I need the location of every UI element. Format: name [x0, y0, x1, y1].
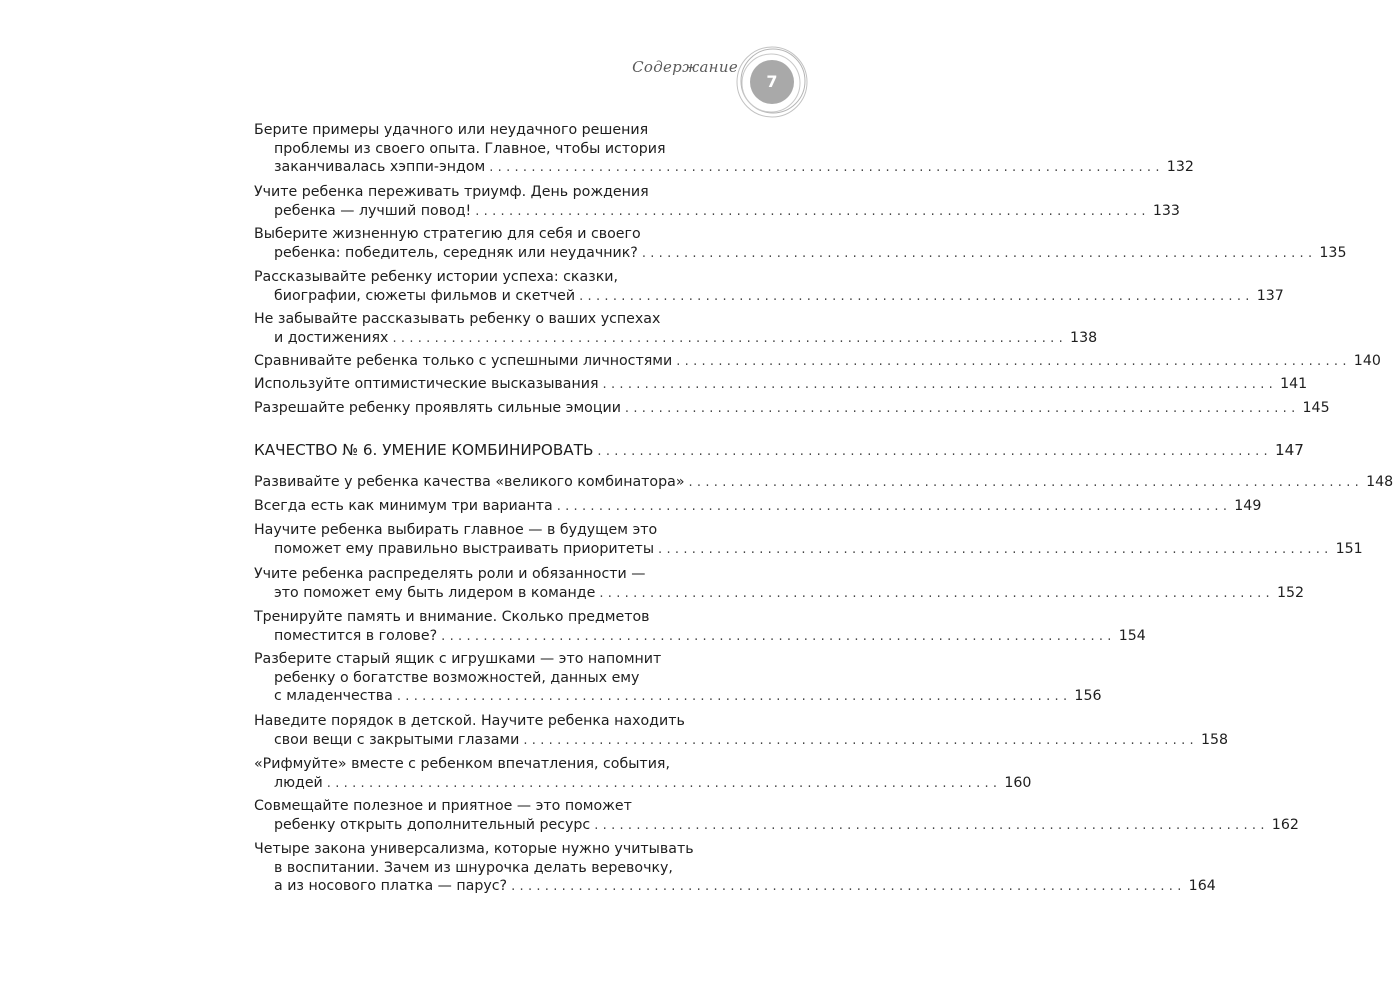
- toc-entry-line: [254, 121, 738, 140]
- toc-entry-line: [254, 497, 1262, 516]
- toc-entry-line: [254, 287, 1284, 306]
- toc-section-heading: [254, 440, 1304, 460]
- toc-entry: [254, 399, 1330, 418]
- toc-entry-line: [254, 565, 738, 584]
- toc-entry-line: [254, 540, 1363, 559]
- toc-page-number: 132: [1166, 159, 1194, 175]
- toc-entry-line: [254, 669, 738, 688]
- toc-page-number: 140: [1353, 353, 1381, 369]
- toc-page-number: 164: [1188, 878, 1216, 894]
- toc-entry-line: [254, 650, 738, 669]
- toc-entry-text: «Рифмуйте» вместе с ребенком впечатления, события,: [254, 756, 670, 772]
- dot-leader: ................................................................................: [579, 288, 1254, 304]
- toc-page-number: 162: [1271, 816, 1299, 833]
- toc-entry-line: [254, 797, 738, 816]
- dot-leader: ................................................................................: [641, 245, 1317, 261]
- toc-page-number: 147: [1274, 441, 1304, 459]
- toc-entry-line: [254, 202, 1180, 221]
- toc-entry-text: Не забывайте рассказывать ребенку о ваших успехах: [254, 311, 661, 327]
- toc-entry-text: это поможет ему быть лидером в команде: [274, 584, 596, 601]
- toc-entry: [254, 310, 1098, 347]
- toc-page-number: 145: [1302, 400, 1330, 416]
- toc-page-number: 137: [1256, 287, 1284, 304]
- toc-page-number: 138: [1070, 329, 1098, 346]
- dot-leader: ................................................................................: [624, 401, 1300, 416]
- dot-leader: ................................................................................: [326, 775, 1002, 791]
- toc-entry-line: [254, 158, 1194, 177]
- toc-page-number: 152: [1276, 584, 1305, 601]
- toc-entry-line: [254, 687, 1102, 706]
- dot-leader: ................................................................................: [392, 330, 1068, 346]
- toc-entry-text: проблемы из своего опыта. Главное, чтобы история: [274, 140, 666, 157]
- toc-entry: [254, 375, 1308, 394]
- dot-leader: ................................................................................: [556, 499, 1232, 514]
- toc-entry-text: Совмещайте полезное и приятное — это поможет: [254, 798, 632, 814]
- toc-entry-text: Берите примеры удачного или неудачного решения: [254, 122, 649, 138]
- toc-entry-line: [254, 140, 738, 159]
- toc-entry: [254, 650, 1102, 706]
- toc-page-number: 149: [1234, 498, 1262, 514]
- running-title: Содержание: [632, 58, 738, 76]
- toc-entry: [254, 121, 1194, 177]
- dot-leader: ................................................................................: [658, 541, 1333, 557]
- page-number: 7: [766, 72, 778, 91]
- toc-entry-text: в воспитании. Зачем из шнурочка делать веревочку,: [274, 859, 673, 876]
- toc-entry-line: [254, 731, 1229, 750]
- dot-leader: ................................................................................: [676, 354, 1351, 369]
- dot-leader: ................................................................................: [599, 585, 1274, 601]
- dot-leader: ................................................................................: [594, 817, 1269, 833]
- toc-entry-text: Научите ребенка выбирать главное — в будущем это: [254, 522, 658, 538]
- toc-entry-text: Рассказывайте ребенку истории успеха: сказки,: [254, 269, 619, 285]
- toc-entry-line: [254, 755, 738, 774]
- toc-entry-text: и достижениях: [274, 329, 389, 346]
- dot-leader: ................................................................................: [597, 444, 1272, 459]
- dot-leader: ................................................................................: [602, 377, 1278, 392]
- toc-page-number: 151: [1335, 540, 1363, 557]
- toc-page-number: 160: [1004, 774, 1032, 791]
- toc-entry-text: ребенку открыть дополнительный ресурс: [274, 816, 591, 833]
- toc-entry-line: [254, 375, 1308, 394]
- toc-entry: [254, 497, 1262, 516]
- toc-entry-line: [254, 399, 1330, 418]
- toc-entry-text: с младенчества: [274, 688, 393, 704]
- toc-page-number: 148: [1366, 474, 1393, 490]
- toc-entry-line: [254, 225, 738, 244]
- toc-entry-text: Выберите жизненную стратегию для себя и своего: [254, 226, 641, 242]
- toc-page-number: 156: [1074, 688, 1102, 704]
- toc-entry-text: КАЧЕСТВО № 6. УМЕНИЕ КОМБИНИРОВАТЬ: [254, 441, 594, 459]
- toc-entry-line: [254, 268, 738, 287]
- toc-entry-text: Всегда есть как минимум три варианта: [254, 498, 553, 514]
- toc-entry-line: [254, 712, 738, 731]
- toc-entry: [254, 268, 1284, 305]
- toc-entry-line: [254, 329, 1098, 348]
- toc-entry-line: [254, 584, 1305, 603]
- toc-entry-text: свои вещи с закрытыми глазами: [274, 731, 520, 748]
- toc-entry: [254, 797, 1299, 834]
- toc-entry-text: ребенку о богатстве возможностей, данных ему: [274, 669, 640, 686]
- toc-entry: [254, 183, 1180, 220]
- toc-entry-line: [254, 627, 1146, 646]
- page-header: [600, 48, 820, 108]
- toc-entry-text: поможет ему правильно выстраивать приоритеты: [274, 540, 655, 557]
- toc-entry: [254, 352, 1381, 371]
- toc-entry-line: [254, 244, 1347, 263]
- toc-entry: [254, 755, 1032, 792]
- toc-entry-text: заканчивалась хэппи-эндом: [274, 159, 486, 175]
- toc-entry: [254, 608, 1146, 645]
- toc-entry-line: [254, 183, 738, 202]
- dot-leader: ................................................................................: [688, 475, 1364, 490]
- toc-entry-text: Учите ребенка распределять роли и обязанности —: [254, 566, 646, 582]
- toc-entry-line: [254, 877, 1216, 896]
- toc-entry-text: поместится в голове?: [274, 627, 438, 644]
- toc-entry-text: а из носового платка — парус?: [274, 878, 508, 894]
- toc-entry-line: [254, 608, 738, 627]
- toc-page-number: 135: [1319, 244, 1347, 261]
- toc-entry-text: Наведите порядок в детской. Научите ребенка находить: [254, 713, 685, 729]
- toc-entry-line: [254, 774, 1032, 793]
- toc-entry-text: Разберите старый ящик с игрушками — это напомнит: [254, 651, 662, 667]
- dot-leader: ................................................................................: [441, 628, 1116, 644]
- toc-page-number: 154: [1118, 627, 1146, 644]
- toc-entry-text: Используйте оптимистические высказывания: [254, 376, 599, 392]
- toc-entry-line: [254, 440, 1304, 460]
- toc-entry-text: ребенка — лучший повод!: [274, 202, 472, 219]
- toc-entry-line: [254, 859, 738, 878]
- toc-entry-text: Четыре закона универсализма, которые нужно учитывать: [254, 841, 694, 857]
- toc-entry-text: Сравнивайте ребенка только с успешными личностями: [254, 353, 673, 369]
- toc-entry-line: [254, 521, 738, 540]
- dot-leader: ................................................................................: [396, 689, 1072, 704]
- toc-entry-text: Учите ребенка переживать триумф. День рождения: [254, 184, 649, 200]
- toc-entry-line: [254, 816, 1299, 835]
- toc-entry-text: Тренируйте память и внимание. Сколько предметов: [254, 609, 650, 625]
- toc-entry-line: [254, 310, 738, 329]
- toc-entry-text: ребенка: победитель, середняк или неудачник?: [274, 244, 638, 261]
- toc-entry-text: Разрешайте ребенку проявлять сильные эмоции: [254, 400, 621, 416]
- dot-leader: ................................................................................: [475, 203, 1150, 219]
- toc-entry: [254, 521, 1363, 558]
- dot-leader: ................................................................................: [511, 879, 1186, 894]
- dot-leader: ................................................................................: [489, 160, 1164, 175]
- toc-page-number: 158: [1200, 731, 1229, 748]
- dot-leader: ................................................................................: [523, 732, 1198, 748]
- toc-page-number: 133: [1152, 202, 1180, 219]
- toc-entry: [254, 712, 1229, 749]
- toc-entry-line: [254, 352, 1381, 371]
- toc-entry-line: [254, 840, 738, 859]
- toc-entry: [254, 565, 1305, 602]
- toc-entry-line: [254, 473, 1393, 492]
- toc-entry-text: Развивайте у ребенка качества «великого комбинатора»: [254, 474, 685, 490]
- toc-entry: [254, 225, 1347, 262]
- toc-entry-text: людей: [274, 774, 323, 791]
- toc-entry: [254, 840, 1216, 896]
- toc-entry-text: биографии, сюжеты фильмов и скетчей: [274, 287, 576, 304]
- toc-entry: [254, 473, 1393, 492]
- toc-page-number: 141: [1280, 376, 1308, 392]
